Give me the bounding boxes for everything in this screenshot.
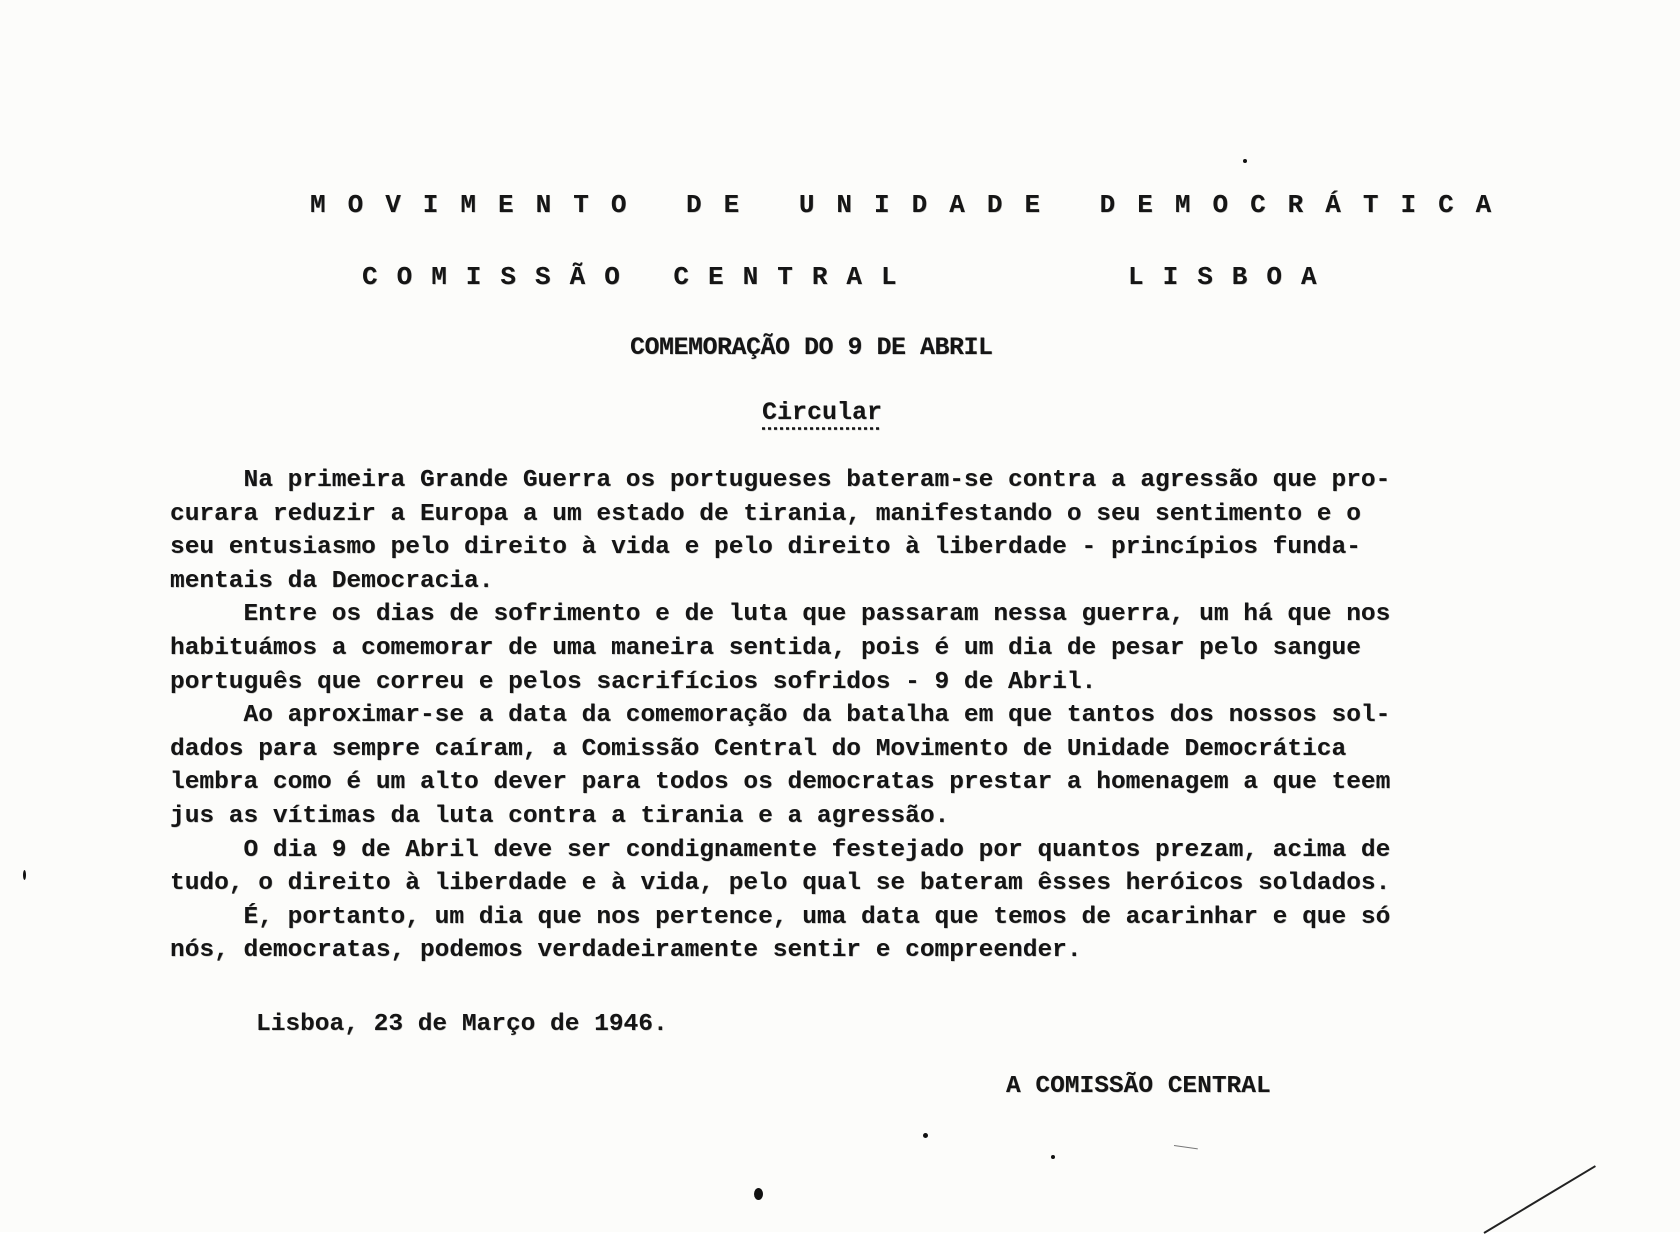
location-header: LISBOA (1128, 262, 1336, 292)
body-text (170, 464, 1550, 968)
body-line: Ao aproximar-se a data da comemoração da batalha em que tantos dos nossos sol- (170, 702, 1391, 730)
body-line: lembra como é um alto dever para todos os democratas prestar a homenagem a que teem (170, 769, 1391, 797)
ink-speck (754, 1188, 763, 1200)
pen-stroke (1174, 1145, 1198, 1149)
body-line: habituámos a comemorar de uma maneira sentida, pois é um dia de pesar pelo sangue (170, 634, 1361, 662)
document-heading: Circular (762, 398, 883, 427)
body-line: nós, democratas, podemos verdadeiramente sentir e compreender. (170, 937, 1082, 965)
body-line: curara reduzir a Europa a um estado de tirania, manifestando o seu sentimento e o (170, 500, 1361, 528)
body-line: Entre os dias de sofrimento e de luta que passaram nessa guerra, um há que nos (170, 601, 1391, 629)
document-subject: COMEMORAÇÃO DO 9 DE ABRIL (630, 333, 993, 362)
body-line: português que correu e pelos sacrifícios sofridos - 9 de Abril. (170, 668, 1097, 696)
committee-name: COMISSÃO CENTRAL (362, 262, 916, 292)
ink-speck (23, 870, 26, 880)
body-line: jus as vítimas da luta contra a tirania e a agressão. (170, 802, 950, 830)
ink-speck (1243, 159, 1247, 163)
ink-speck (923, 1133, 928, 1138)
ink-speck (1051, 1155, 1055, 1159)
date-line: Lisboa, 23 de Março de 1946. (256, 1011, 668, 1038)
body-line: Na primeira Grande Guerra os portugueses bateram-se contra a agressão que pro- (170, 467, 1391, 494)
body-line: É, portanto, um dia que nos pertence, uma data que temos de acarinhar e que só (170, 903, 1391, 931)
pen-stroke (1483, 1165, 1595, 1234)
body-line: dados para sempre caíram, a Comissão Central do Movimento de Unidade Democrática (170, 735, 1347, 763)
body-line: O dia 9 de Abril deve ser condignamente festejado por quantos prezam, acima de (170, 836, 1391, 864)
body-line: seu entusiasmo pelo direito à vida e pelo direito à liberdade - princípios funda- (170, 534, 1361, 562)
body-line: mentais da Democracia. (170, 567, 494, 595)
organization-title: MOVIMENTO DE UNIDADE DEMOCRÁTICA (310, 190, 1514, 220)
body-line: tudo, o direito à liberdade e à vida, pelo qual se bateram êsses heróicos soldados. (170, 870, 1391, 898)
signature: A COMISSÃO CENTRAL (1006, 1073, 1271, 1100)
